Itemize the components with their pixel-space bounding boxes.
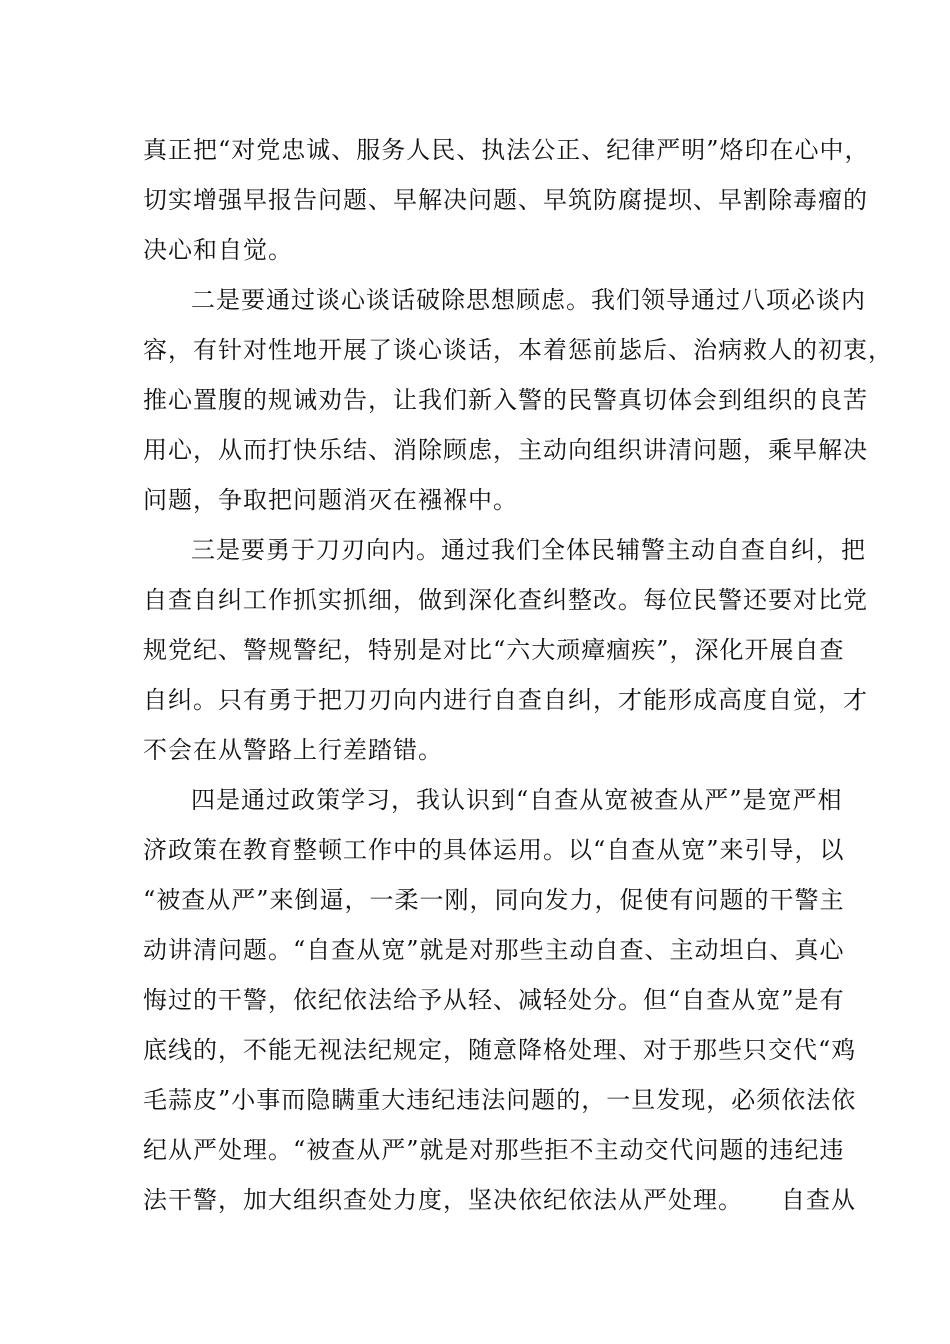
body-text-line: 济政策在教育整顿工作中的具体运用。以“自查从宽”来引导，以 [143,836,845,864]
body-text-line: 自纠。只有勇于把刀刃向内进行自查自纠，才能形成高度自觉，才 [143,686,868,714]
body-text-line: 动讲清问题。“自查从宽”就是对那些主动自查、主动坦白、真心 [143,936,845,964]
body-text-line: 自查自纠工作抓实抓细，做到深化查纠整改。每位民警还要对比党 [143,586,868,614]
body-text-line: “被查从严”来倒逼，一柔一刚，同向发力，促使有问题的干警主 [143,886,845,914]
body-text-line: 悔过的干警，依纪依法给予从轻、减轻处分。但“自查从宽”是有 [143,986,845,1014]
body-text-line: 底线的，不能无视法纪规定，随意降格处理、对于那些只交代“鸡 [143,1036,857,1064]
body-text-line: 决心和自觉。 [143,236,293,264]
body-text-line: 切实增强早报告问题、早解决问题、早筑防腐提坝、早割除毒瘤的 [143,186,868,214]
body-text-line: 问题，争取把问题消灭在襁褓中。 [143,486,518,514]
paragraph-first-line: 三是要勇于刀刃向内。通过我们全体民辅警主动自查自纠，把 [191,536,866,564]
body-text-line: 容，有针对性地开展了谈心谈话，本着惩前毖后、治病救人的初衷， [143,336,893,364]
body-text-line: 用心，从而打快乐结、消除顾虑，主动向组织讲清问题，乘早解决 [143,436,868,464]
body-text-line: 法干警，加大组织查处力度，坚决依纪依法从严处理。 自查从 [143,1186,856,1214]
body-text-line: 规党纪、警规警纪，特别是对比“六大顽瘴痼疾”，深化开展自查 [143,636,845,664]
paragraph-first-line: 二是要通过谈心谈话破除思想顾虑。我们领导通过八项必谈内 [191,286,866,314]
body-text-line: 真正把“对党忠诚、服务人民、执法公正、纪律严明”烙印在心中， [143,136,870,164]
paragraph-first-line: 四是通过政策学习，我认识到“自查从宽被查从严”是宽严相 [191,786,843,814]
body-text-line: 毛蒜皮”小事而隐瞒重大违纪违法问题的，一旦发现，必须依法依 [143,1086,857,1114]
body-text-line: 纪从严处理。“被查从严”就是对那些拒不主动交代问题的违纪违 [143,1136,845,1164]
body-text-line: 不会在从警路上行差踏错。 [143,736,443,764]
body-text-line: 推心置腹的规诫劝告，让我们新入警的民警真切体会到组织的良苦 [143,386,868,414]
